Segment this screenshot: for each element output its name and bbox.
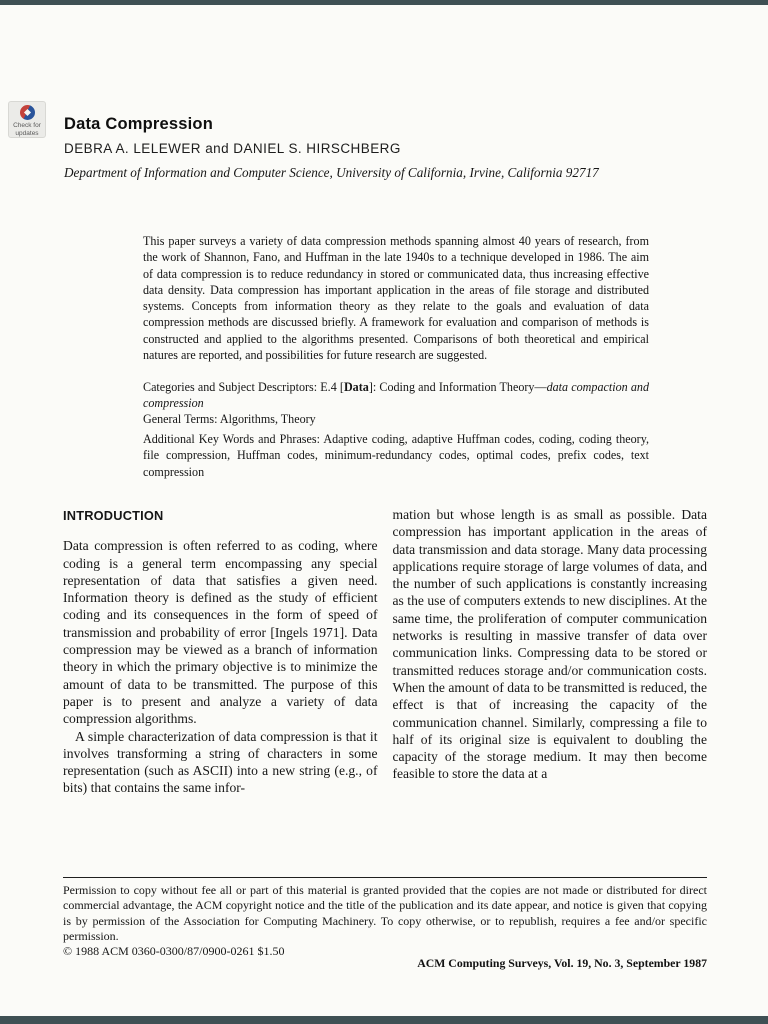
abstract-paragraph: This paper surveys a variety of data compression methods spanning almost 40 years of research, from the work of Shannon, Fano, and Huffman in the late 1940s to a technique developed in 1986. The aim of data compression is to reduce redundancy in stored or communicated data, thus increasing effective data density. Data compression has important application in the areas of file storage and distributed systems. Concepts from information theory as they relate to the goals and evaluation of data compression methods are discussed briefly. A framework for evaluation and comparison of methods is constructed and applied to the algorithms presented. Comparisons of both theoretical and empirical natures are reported, and possibilities for future research are suggested. xyxy=(143,234,649,363)
crossmark-badge[interactable] xyxy=(8,101,46,138)
body-columns xyxy=(63,506,707,797)
footer-divider xyxy=(63,877,707,878)
affiliation-line: Department of Information and Computer Science, University of California, Irvine, California 92717 xyxy=(64,165,599,180)
categories-italic-term: data compaction and compression xyxy=(143,380,649,411)
left-column-paragraph-2: A simple characterization of data compression is that it involves transforming a string of characters in some representation (such as ASCII) into a new string (e.g., of bits) that contains the same infor- xyxy=(63,728,378,796)
crossmark-badge-label xyxy=(13,122,41,137)
left-column-paragraph-1: Data compression is often referred to as coding, where coding is a general term encompassing any special representation of data that satisfies a given need. Information theory is defined as the study of efficient coding and its consequences in the form of speed of transmission and probability of error [Ingels 1971]. Data compression may be viewed as a branch of information theory in which the primary objective is to minimize the amount of data to be transmitted. The purpose of this paper is to present and analyze a variety of data compression algorithms. xyxy=(63,538,378,727)
copyright-line: © 1988 ACM 0360-0300/87/0900-0261 $1.50 xyxy=(63,944,285,959)
categories-line xyxy=(143,379,649,412)
authors-line: DEBRA A. LELEWER and DANIEL S. HIRSCHBERG xyxy=(64,141,401,156)
categories-mid: ]: Coding and Information Theory— xyxy=(368,380,547,394)
general-terms-line: General Terms: Algorithms, Theory xyxy=(143,412,316,426)
footer-notice xyxy=(63,883,707,959)
crossmark-badge-line1: Check for xyxy=(13,122,41,129)
crossmark-logo-icon xyxy=(20,105,35,120)
journal-citation: ACM Computing Surveys, Vol. 19, No. 3, September 1987 xyxy=(417,956,707,970)
page-bottom-edge xyxy=(0,1016,768,1024)
permission-notice: Permission to copy without fee all or part of this material is granted provided that the copies are not made or distributed for direct commercial advantage, the ACM copyright notice and the title of the publication and its date appear, and notice is given that copying is by permission of the Association for Computing Machinery. To copy otherwise, or to republish, requires a fee and/or specific permission. xyxy=(63,883,707,943)
introduction-heading: INTRODUCTION xyxy=(63,508,164,523)
left-column xyxy=(63,506,378,797)
right-column-paragraph-1: mation but whose length is as small as possible. Data compression has important application in the areas of data transmission and data storage. Many data processing applications require storage of large volumes of data, and the number of such applications is constantly increasing as the use of computers extends to new disciplines. At the same time, the proliferation of computer communication networks is resulting in massive transfer of data over communication links. Compressing data to be stored or transmitted reduces storage and/or communication costs. When the amount of data to be transmitted is reduced, the effect is that of increasing the capacity of the communication channel. Similarly, compressing a file to half of its original size is equivalent to doubling the capacity of the storage medium. It may then become feasible to store the data at a xyxy=(392,507,707,782)
categories-prefix: Categories and Subject Descriptors: E.4 [ xyxy=(143,380,344,394)
paper-title: Data Compression xyxy=(64,115,213,134)
keywords-line: Additional Key Words and Phrases: Adaptive coding, adaptive Huffman codes, coding, coding theory, file compression, Huffman codes, minimum-redundancy codes, optimal codes, prefix codes, text compression xyxy=(143,432,649,479)
categories-bold-term: Data xyxy=(343,380,369,394)
page-top-edge xyxy=(0,0,768,5)
right-column xyxy=(393,506,708,797)
crossmark-badge-line2: updates xyxy=(15,129,39,137)
